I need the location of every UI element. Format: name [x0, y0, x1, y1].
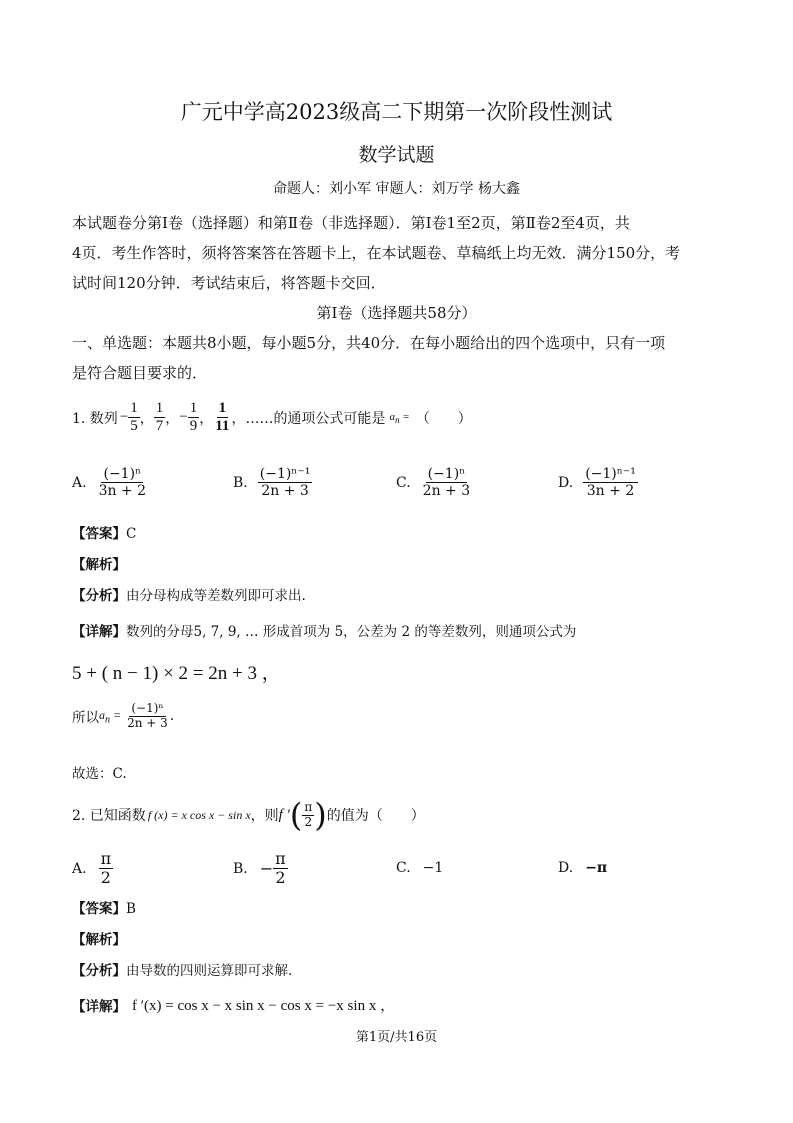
q2-function: f (x) = x cos x − sin x — [147, 807, 251, 822]
q1-suffix: ……的通项公式可能是 — [245, 410, 386, 427]
intro-line-3: 试时间120分钟．考试结束后，将答题卡交回． — [72, 274, 386, 292]
q1-option-a: A. $\frac{\text{(−1)ⁿ}}{3n + 2}$ — [72, 466, 147, 500]
exam-authors: 命题人：刘小军 审题人：刘万学 杨大鑫 — [273, 181, 520, 197]
q1-an: $a_n$ = — [389, 410, 410, 425]
q2-detail: 【详解】 f ′(x) = cos x − x sin x − cos x = −x sin x ， — [72, 998, 396, 1015]
q1-choose: 故选：C. — [72, 766, 127, 782]
q1-answer: 【答案】C — [72, 526, 137, 542]
q2-option-a: A. $\frac{\pi}{2}$ — [72, 849, 112, 888]
q2-option-d: D. −π — [558, 860, 608, 876]
exam-title: 广元中学高2023级高二下期第一次阶段性测试 — [180, 100, 613, 124]
q1-detail: 【详解】数列的分母5, 7, 9, … 形成首项为 5，公差为 2 的等差数列，则通项公式为 — [72, 624, 577, 640]
instruction-line-2: 是符合题目要求的． — [72, 364, 208, 382]
q2-fprime: f ′ — [278, 806, 290, 823]
q1-option-d: D. $\frac{\text{(−1)ⁿ⁻¹}}{3n + 2}$ — [558, 466, 636, 500]
q1-term-2: $\frac{1}{7}$ — [155, 400, 164, 435]
section-instruction — [72, 328, 722, 388]
q1-option-b: B. $\frac{\text{(−1)ⁿ⁻¹}}{2n + 3}$ — [233, 466, 311, 500]
exam-subtitle: 数学试题 — [358, 144, 435, 166]
section-heading: 第Ⅰ卷（选择题共58分） — [316, 304, 477, 322]
q1-term-3: − $\frac{1}{9}$ — [179, 400, 198, 435]
q2-analysis: 【分析】由导数的四则运算即可求解. — [72, 963, 293, 979]
question-1-stem: 1. 数列 − $\frac{1}{5}$ ， $\frac{1}{7}$ ， − $\frac{1}{9}$ ， $\frac{1}{11}$ ， ……的通项公式可能是 $a_n$ = （ ） — [72, 400, 472, 435]
q1-conclusion: 所以 $a_n$ = $\frac{\text{(−1)ⁿ}}{2n + 3}$ . — [72, 701, 175, 730]
q1-term-4: $\frac{1}{11}$ — [215, 400, 230, 435]
q1-jiexi: 【解析】 — [72, 557, 126, 573]
intro-line-1: 本试题卷分第Ⅰ卷（选择题）和第Ⅱ卷（非选择题）．第Ⅰ卷1至2页，第Ⅱ卷2至4页，共 — [72, 214, 630, 232]
q2-argument: $\frac{\pi}{2}$ — [304, 799, 313, 829]
q2-option-b: B. − $\frac{\pi}{2}$ — [233, 849, 286, 888]
q1-prefix: 1. 数列 — [72, 410, 118, 427]
q2-option-c: C. −1 — [396, 860, 444, 876]
intro-line-2: 4页．考生作答时，须将答案答在答题卡上，在本试题卷、草稿纸上均无效．满分150分，考 — [72, 244, 681, 262]
q2-jiexi: 【解析】 — [72, 932, 126, 948]
instruction-line-1: 一、单选题：本题共8小题，每小题5分，共40分．在每小题给出的四个选项中，只有一项 — [72, 334, 666, 352]
question-2-stem: 2. 已知函数 f (x) = x cos x − sin x ，则 f ′ ( $\frac{\pi}{2}$ ) 的值为（ ） — [72, 796, 425, 834]
q1-formula: 5 + ( n − 1) × 2 = 2n + 3 ， — [72, 663, 281, 684]
page-number: 第1页/共16页 — [355, 1030, 438, 1045]
q2-answer: 【答案】B — [72, 901, 136, 917]
q1-analysis: 【分析】由分母构成等差数列即可求出. — [72, 588, 306, 604]
q1-option-c: C. $\frac{\text{(−1)ⁿ}}{2n + 3}$ — [396, 466, 471, 500]
intro-paragraph — [72, 208, 722, 298]
q1-blank: （ ） — [415, 410, 472, 427]
q1-term-1: − $\frac{1}{5}$ — [119, 400, 138, 435]
